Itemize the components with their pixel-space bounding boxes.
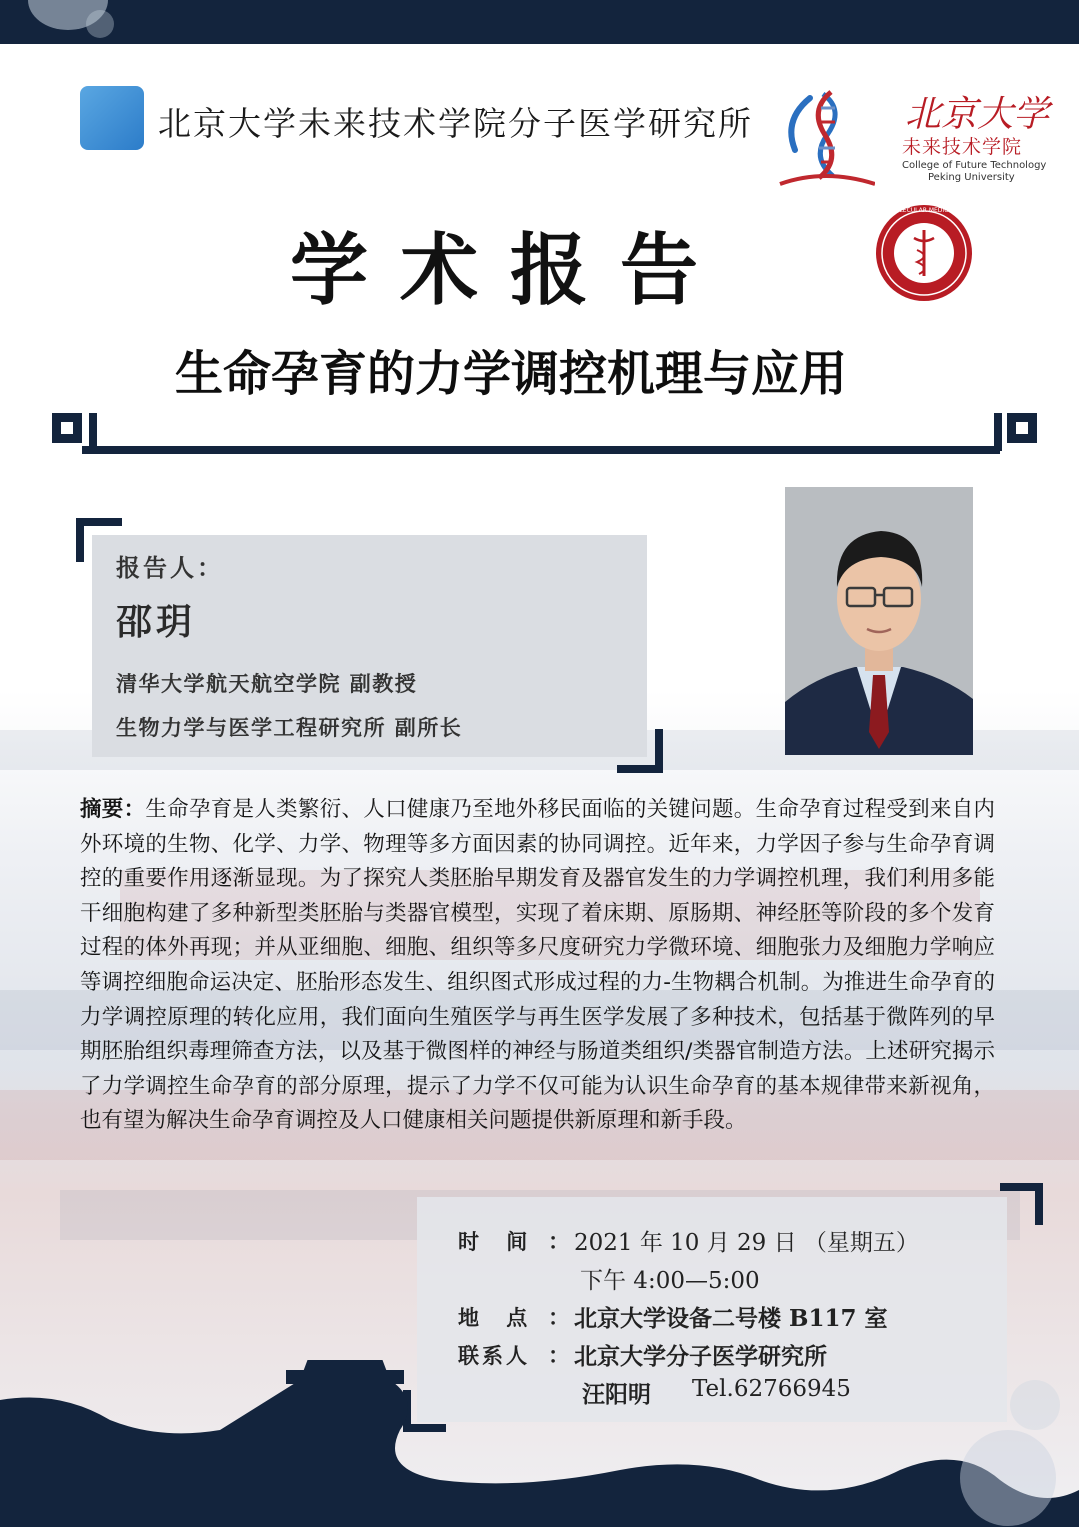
speaker-affiliation: 生物力学与医学工程研究所 副所长 bbox=[116, 715, 463, 740]
contact-phone: Tel.62766945 bbox=[692, 1376, 851, 1402]
card-corner bbox=[76, 518, 84, 562]
speaker-affiliation: 清华大学航天航空学院 副教授 bbox=[116, 671, 418, 696]
speaker-name: 邵玥 bbox=[116, 601, 197, 643]
contact-organization: 北京大学分子医学研究所 bbox=[574, 1343, 827, 1370]
contact-person: 汪阳明 bbox=[582, 1381, 651, 1408]
divider-ornament-left bbox=[52, 413, 82, 443]
decorative-circle bbox=[86, 10, 114, 38]
abstract-label: 摘要： bbox=[80, 797, 146, 822]
time-label: 时 间 bbox=[458, 1229, 538, 1254]
svg-text:MOLECULAR MEDICINE: MOLECULAR MEDICINE bbox=[889, 207, 959, 214]
page-title: 学术报告 bbox=[290, 225, 731, 316]
divider-ornament-right bbox=[1007, 413, 1037, 443]
pku-logo-text: 北京大学 bbox=[905, 94, 1050, 135]
college-name-en: College of Future Technology bbox=[902, 160, 1047, 171]
info-corner bbox=[1035, 1183, 1043, 1225]
place-label: 地 点 bbox=[458, 1305, 538, 1330]
event-place: 北京大学设备二号楼 B117 室 bbox=[574, 1305, 888, 1332]
colon: ： bbox=[548, 1344, 571, 1369]
top-band bbox=[0, 0, 1079, 44]
speaker-photo bbox=[785, 487, 973, 755]
colon: ： bbox=[548, 1230, 571, 1255]
decorative-circle bbox=[1010, 1380, 1060, 1430]
event-time: 下午 4:00—5:00 bbox=[580, 1268, 760, 1294]
abstract-text: 生命孕育是人类繁衍、人口健康乃至地外移民面临的关键问题。生命孕育过程受到来自内外环境的生物、化学、力学、物理等多方面因素的协同调控。近年来，力学因子参与生命孕育调控的重要作用逐渐显现。为了探究人类胚胎早期发育及器官发生的力学调控机理，我们利用多能干细胞构建了多种新型类胚胎与类器官模型，实现了着床期、原肠期、神经胚等阶段的多个发育过程的体外再现；并从亚细胞、细胞、组织等多尺度研究力学微环境、细胞张力及细胞力学响应等调控细胞命运决定、胚胎形态发生、组织图式形成过程的力-生物耦合机制。为推进生命孕育的力学调控原理的转化应用，我们面向生殖医学与再生医学发展了多种技术，包括基于微阵列的早期胚胎组织毒理筛查方法，以及基于微图样的神经与肠道类组织/类器官制造方法。上述研究揭示了力学调控生命孕育的部分原理，提示了力学不仅可能为认识生命孕育的基本规律带来新视角，也有望为解决生命孕育调控及人口健康相关问题提供新原理和新手段。 bbox=[80, 797, 995, 1134]
university-name-en: Peking University bbox=[928, 172, 1015, 183]
divider-line bbox=[82, 446, 1000, 454]
contact-label: 联系人 bbox=[458, 1343, 530, 1368]
abstract bbox=[80, 793, 995, 1139]
card-corner bbox=[655, 729, 663, 773]
pagoda-silhouette bbox=[0, 1360, 1079, 1527]
speaker-label: 报告人： bbox=[116, 553, 224, 582]
decorative-circle bbox=[960, 1430, 1056, 1526]
institute-seal-icon bbox=[873, 202, 975, 304]
college-name-cn: 未来技术学院 bbox=[902, 136, 1023, 158]
colon: ： bbox=[548, 1306, 571, 1331]
divider-bar-left bbox=[89, 413, 97, 451]
dna-logo-icon bbox=[775, 80, 875, 190]
talk-title: 生命孕育的力学调控机理与应用 bbox=[175, 346, 848, 402]
divider-bar-right bbox=[994, 413, 1002, 451]
event-date: 2021 年 10 月 29 日 （星期五） bbox=[574, 1230, 919, 1256]
institute-name: 北京大学未来技术学院分子医学研究所 bbox=[158, 104, 753, 143]
institute-logo-square bbox=[80, 86, 144, 150]
